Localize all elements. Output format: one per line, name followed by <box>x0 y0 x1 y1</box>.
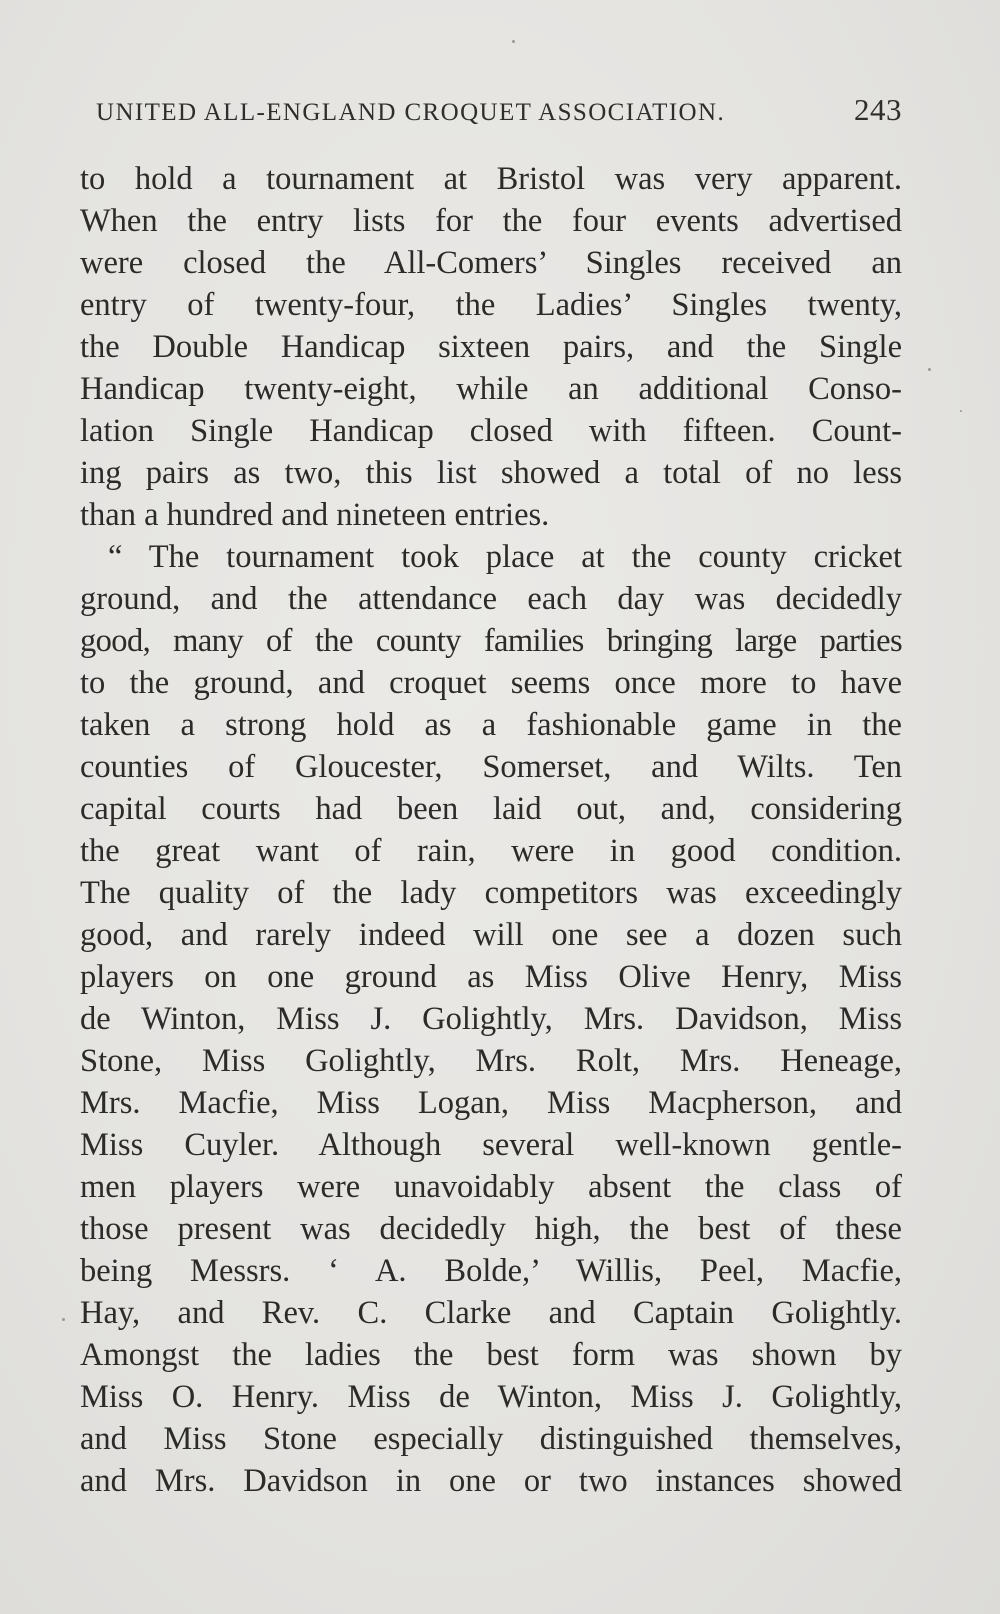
text-line: capital courts had been laid out, and, considering <box>80 791 902 827</box>
paper-speck <box>62 1318 65 1321</box>
text-line: Miss Cuyler. Although several well-known gentle- <box>80 1127 902 1163</box>
paragraph-first-line: “ The tournament took place at the county cricket <box>108 539 902 575</box>
text-line: Hay, and Rev. C. Clarke and Captain Golightly. <box>80 1295 902 1331</box>
running-title: UNITED ALL-ENGLAND CROQUET ASSOCIATION. <box>96 99 726 126</box>
text-line: ing pairs as two, this list showed a total of no less <box>80 455 902 491</box>
text-line: men players were unavoidably absent the class of <box>80 1169 902 1205</box>
text-line: de Winton, Miss J. Golightly, Mrs. Davidson, Miss <box>80 1001 902 1037</box>
text-line: the great want of rain, were in good condition. <box>80 833 902 869</box>
text-line: good, many of the county families bringing large parties <box>80 623 902 659</box>
text-line: to hold a tournament at Bristol was very apparent. <box>80 161 902 197</box>
text-line: taken a strong hold as a fashionable game in the <box>80 707 902 743</box>
text-line: Handicap twenty-eight, while an additional Conso- <box>80 371 902 407</box>
text-line: were closed the All-Comers’ Singles received an <box>80 245 902 281</box>
text-line: to the ground, and croquet seems once more to have <box>80 665 902 701</box>
text-line: entry of twenty-four, the Ladies’ Singles twenty, <box>80 287 902 323</box>
text-line: The quality of the lady competitors was exceedingly <box>80 875 902 911</box>
text-line: and Mrs. Davidson in one or two instances showed <box>80 1463 902 1499</box>
text-line: those present was decidedly high, the best of these <box>80 1211 902 1247</box>
text-line: lation Single Handicap closed with fifteen. Count- <box>80 413 902 449</box>
text-line: players on one ground as Miss Olive Henry, Miss <box>80 959 902 995</box>
paper-speck <box>512 40 515 43</box>
text-line: When the entry lists for the four events advertised <box>80 203 902 239</box>
text-line: Stone, Miss Golightly, Mrs. Rolt, Mrs. Heneage, <box>80 1043 902 1079</box>
text-line: and Miss Stone especially distinguished themselves, <box>80 1421 902 1457</box>
text-line: counties of Gloucester, Somerset, and Wilts. Ten <box>80 749 902 785</box>
text-line: the Double Handicap sixteen pairs, and the Single <box>80 329 902 365</box>
page-number: 243 <box>854 92 902 127</box>
text-line: being Messrs. ‘ A. Bolde,’ Willis, Peel, Macfie, <box>80 1253 902 1289</box>
text-line: Mrs. Macfie, Miss Logan, Miss Macpherson, and <box>80 1085 902 1121</box>
text-line: Amongst the ladies the best form was shown by <box>80 1337 902 1373</box>
running-head <box>96 92 902 132</box>
text-line: ground, and the attendance each day was decidedly <box>80 581 902 617</box>
text-line: Miss O. Henry. Miss de Winton, Miss J. Golightly, <box>80 1379 902 1415</box>
paper-speck <box>960 410 962 412</box>
text-line: good, and rarely indeed will one see a dozen such <box>80 917 902 953</box>
text-line: than a hundred and nineteen entries. <box>80 497 550 533</box>
paper-speck <box>928 368 931 371</box>
